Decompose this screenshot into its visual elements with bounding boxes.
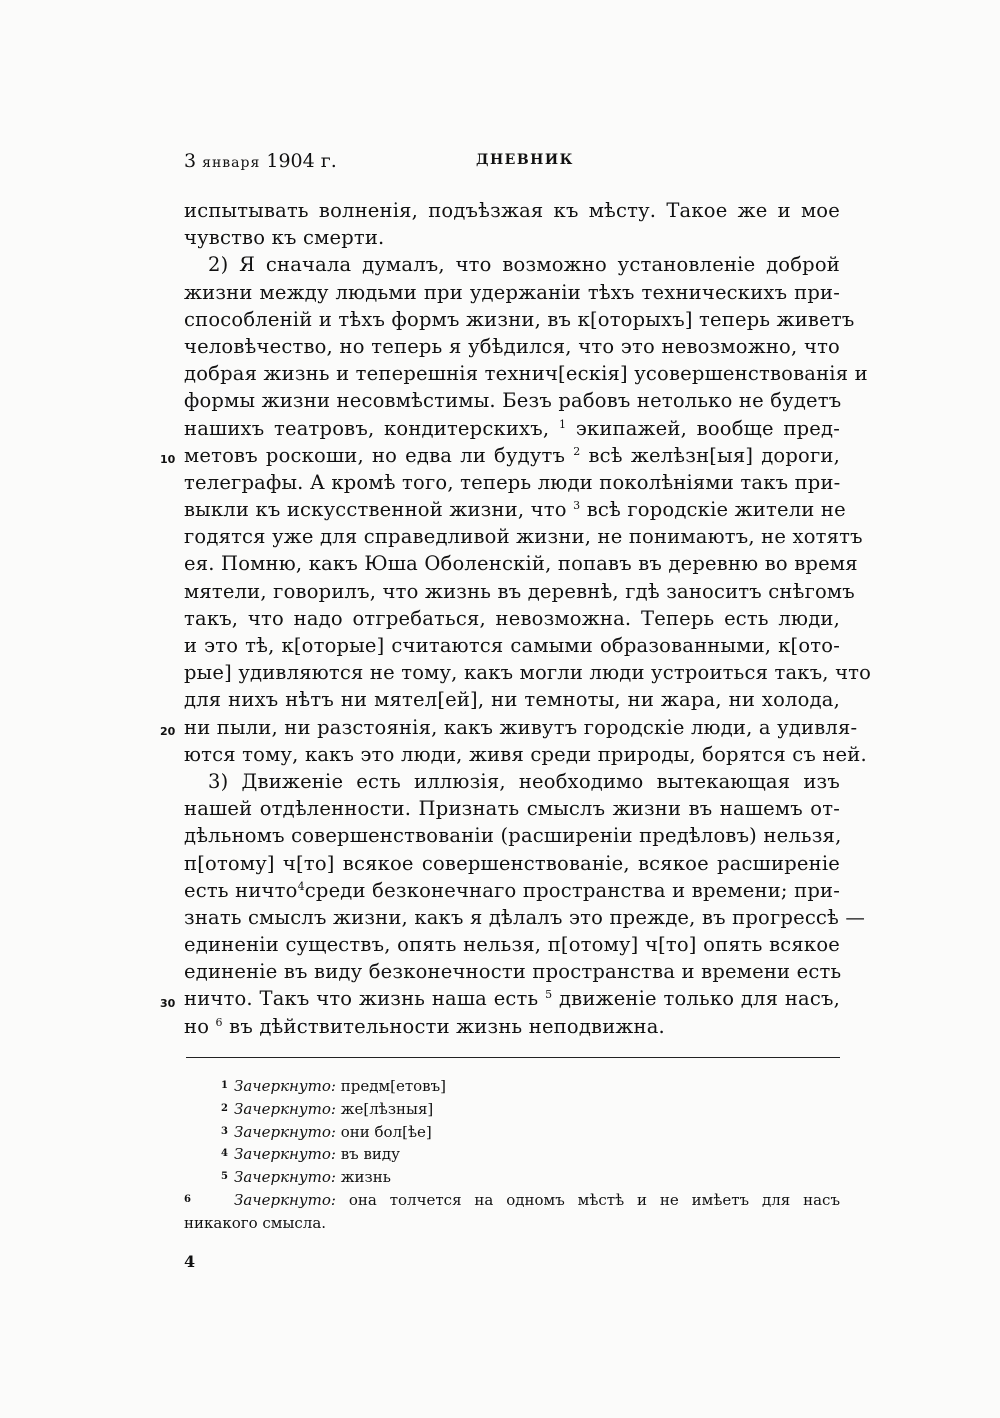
line-number-20: 20 — [160, 725, 176, 738]
footnote-label: Зачеркнуто: — [234, 1077, 336, 1095]
text-line — [184, 877, 840, 904]
text-line: единеніи существъ, опять нельзя, п[отому] ч[то] опять всякое — [184, 933, 840, 957]
footnote-4 — [184, 1143, 840, 1166]
text-line: 2) Я сначала думалъ, что возможно установленіе доброй — [208, 253, 840, 277]
text-line: годятся уже для справедливой жизни, не понимаютъ, не хотятъ — [184, 525, 863, 549]
footnote-6 — [184, 1189, 840, 1212]
header-date — [184, 150, 337, 172]
text-line — [184, 496, 846, 523]
header-title: ДНЕВНИК — [476, 152, 574, 168]
footnote-label: Зачеркнуто: — [234, 1190, 336, 1209]
text-line: ея. Помню, какъ Юша Оболенскій, попавъ въ деревню во время — [184, 552, 858, 576]
footnote-number: 5 — [221, 1171, 228, 1183]
text-segment: въ дѣйствительности жизнь неподвижна. — [229, 1014, 665, 1038]
text-segment: есть ничто — [184, 878, 298, 902]
footnote-ref-1: 1 — [558, 417, 567, 431]
text-line: и это тѣ, к[оторые] считаются самыми образованными, к[ото- — [184, 634, 840, 657]
footnote-5 — [184, 1166, 840, 1189]
text-line: знать смыслъ жизни, какъ я дѣлалъ это прежде, въ прогрессѣ — — [184, 905, 866, 929]
footnote-number: 6 — [184, 1193, 191, 1205]
footnote-2 — [184, 1098, 840, 1121]
text-line: единеніе въ виду безконечности пространства и времени есть — [184, 960, 842, 984]
header-month: января — [202, 155, 261, 171]
footnote-divider — [186, 1057, 840, 1058]
main-text — [184, 197, 872, 1040]
text-line: такъ, что надо отгребаться, невозможна. Теперь есть люди, — [184, 606, 840, 630]
page-number: 4 — [184, 1252, 196, 1271]
footnote-ref-2: 2 — [573, 444, 581, 458]
text-segment: движеніе только для насъ, — [558, 987, 840, 1011]
footnote-label: Зачеркнуто: — [234, 1145, 336, 1164]
text-line: п[отому] ч[то] всякое совершенствованіе, всякое расширеніе — [184, 851, 840, 875]
text-line: чувство къ смерти. — [184, 226, 385, 250]
text-line: 3) Движеніе есть иллюзія, необходимо вытекающая изъ — [208, 769, 840, 793]
footnote-ref-5: 5 — [545, 988, 553, 1002]
line-number-10: 10 — [160, 453, 176, 466]
line-number-30: 30 — [160, 997, 176, 1010]
footnote-label: Зачеркнуто: — [234, 1099, 336, 1118]
text-line: жизни между людьми при удержаніи тѣхъ техническихъ при- — [184, 280, 840, 304]
text-line: формы жизни несовмѣстимы. Безъ рабовъ нетолько не будетъ — [184, 389, 842, 413]
text-line — [184, 1013, 840, 1040]
text-line: ются тому, какъ это люди, живя среди природы, борятся съ ней. — [184, 742, 867, 766]
footnote-text: они бол[ѣе] — [340, 1122, 432, 1141]
footnote-6-continued: никакого смысла. — [184, 1213, 327, 1232]
footnote-label: Зачеркнуто: — [234, 1168, 336, 1187]
text-segment: среди безконечнаго пространства и времени; при- — [304, 878, 841, 902]
footnote-number: 1 — [221, 1080, 228, 1091]
text-line: нашей отдѣленности. Признать смыслъ жизни въ нашемъ от- — [184, 797, 840, 821]
header-year: 1904 г. — [266, 150, 337, 172]
footnote-text: въ виду — [340, 1145, 400, 1164]
text-line: телеграфы. А кромѣ того, теперь люди поколѣніями такъ при- — [184, 470, 841, 494]
text-segment: всѣ желѣзн[ыя] дороги, — [588, 443, 840, 467]
text-segment: метовъ роскоши, но едва ли будутъ — [184, 443, 566, 467]
text-line: ни пыли, ни разстоянія, какъ живутъ городскіе люди, а удивля- — [184, 715, 858, 739]
footnote-number: 4 — [221, 1148, 228, 1160]
footnote-text: же[лѣзныя] — [340, 1099, 434, 1118]
footnote-ref-3: 3 — [573, 499, 581, 513]
text-line: дѣльномъ совершенствованіи (расширеніи предѣловъ) нельзя, — [184, 824, 842, 848]
footnote-number: 3 — [221, 1125, 228, 1137]
text-line — [184, 985, 840, 1012]
footnote-label: Зачеркнуто: — [234, 1122, 336, 1141]
footnote-text: жизнь — [340, 1168, 391, 1187]
text-segment: но — [184, 1014, 210, 1038]
text-segment: выкли къ искусственной жизни, что — [184, 498, 567, 522]
header-day: 3 — [184, 150, 197, 172]
text-line: человѣчество, но теперь я убѣдился, что это невозможно, что — [184, 334, 840, 358]
footnotes — [184, 1075, 840, 1235]
text-segment: ничто. Такъ что жизнь наша есть — [184, 987, 539, 1011]
footnote-ref-6: 6 — [215, 1015, 223, 1029]
text-line — [184, 415, 840, 442]
footnote-ref-4: 4 — [297, 879, 305, 893]
text-segment: всѣ городскіе жители не — [586, 498, 846, 522]
text-line: мятели, говорилъ, что жизнь въ деревнѣ, гдѣ заноситъ снѣгомъ — [184, 579, 855, 603]
footnote-text: она толчется на одномъ мѣстѣ и не имѣетъ для насъ — [348, 1190, 840, 1209]
text-line: добрая жизнь и теперешнія технич[ескія] усовершенствованія и — [184, 362, 868, 386]
text-line: рые] удивляются не тому, какъ могли люди устроиться такъ, что — [184, 661, 872, 685]
footnote-3 — [184, 1121, 840, 1144]
text-segment: экипажей, вообще пред- — [575, 416, 841, 440]
text-segment: нашихъ театровъ, кондитерскихъ, — [184, 416, 550, 440]
footnote-text: предм[етовъ] — [340, 1077, 447, 1095]
footnote-number: 2 — [221, 1102, 228, 1114]
footnote-1 — [184, 1075, 840, 1098]
text-line — [184, 442, 840, 469]
text-line: испытывать волненія, подъѣзжая къ мѣсту. Такое же и мое — [184, 199, 840, 222]
running-header — [184, 150, 840, 176]
text-line: для нихъ нѣтъ ни мятел[ей], ни темноты, ни жара, ни холода, — [184, 688, 840, 712]
text-line: способленій и тѣхъ формъ жизни, въ к[оторыхъ] теперь живетъ — [184, 307, 855, 331]
